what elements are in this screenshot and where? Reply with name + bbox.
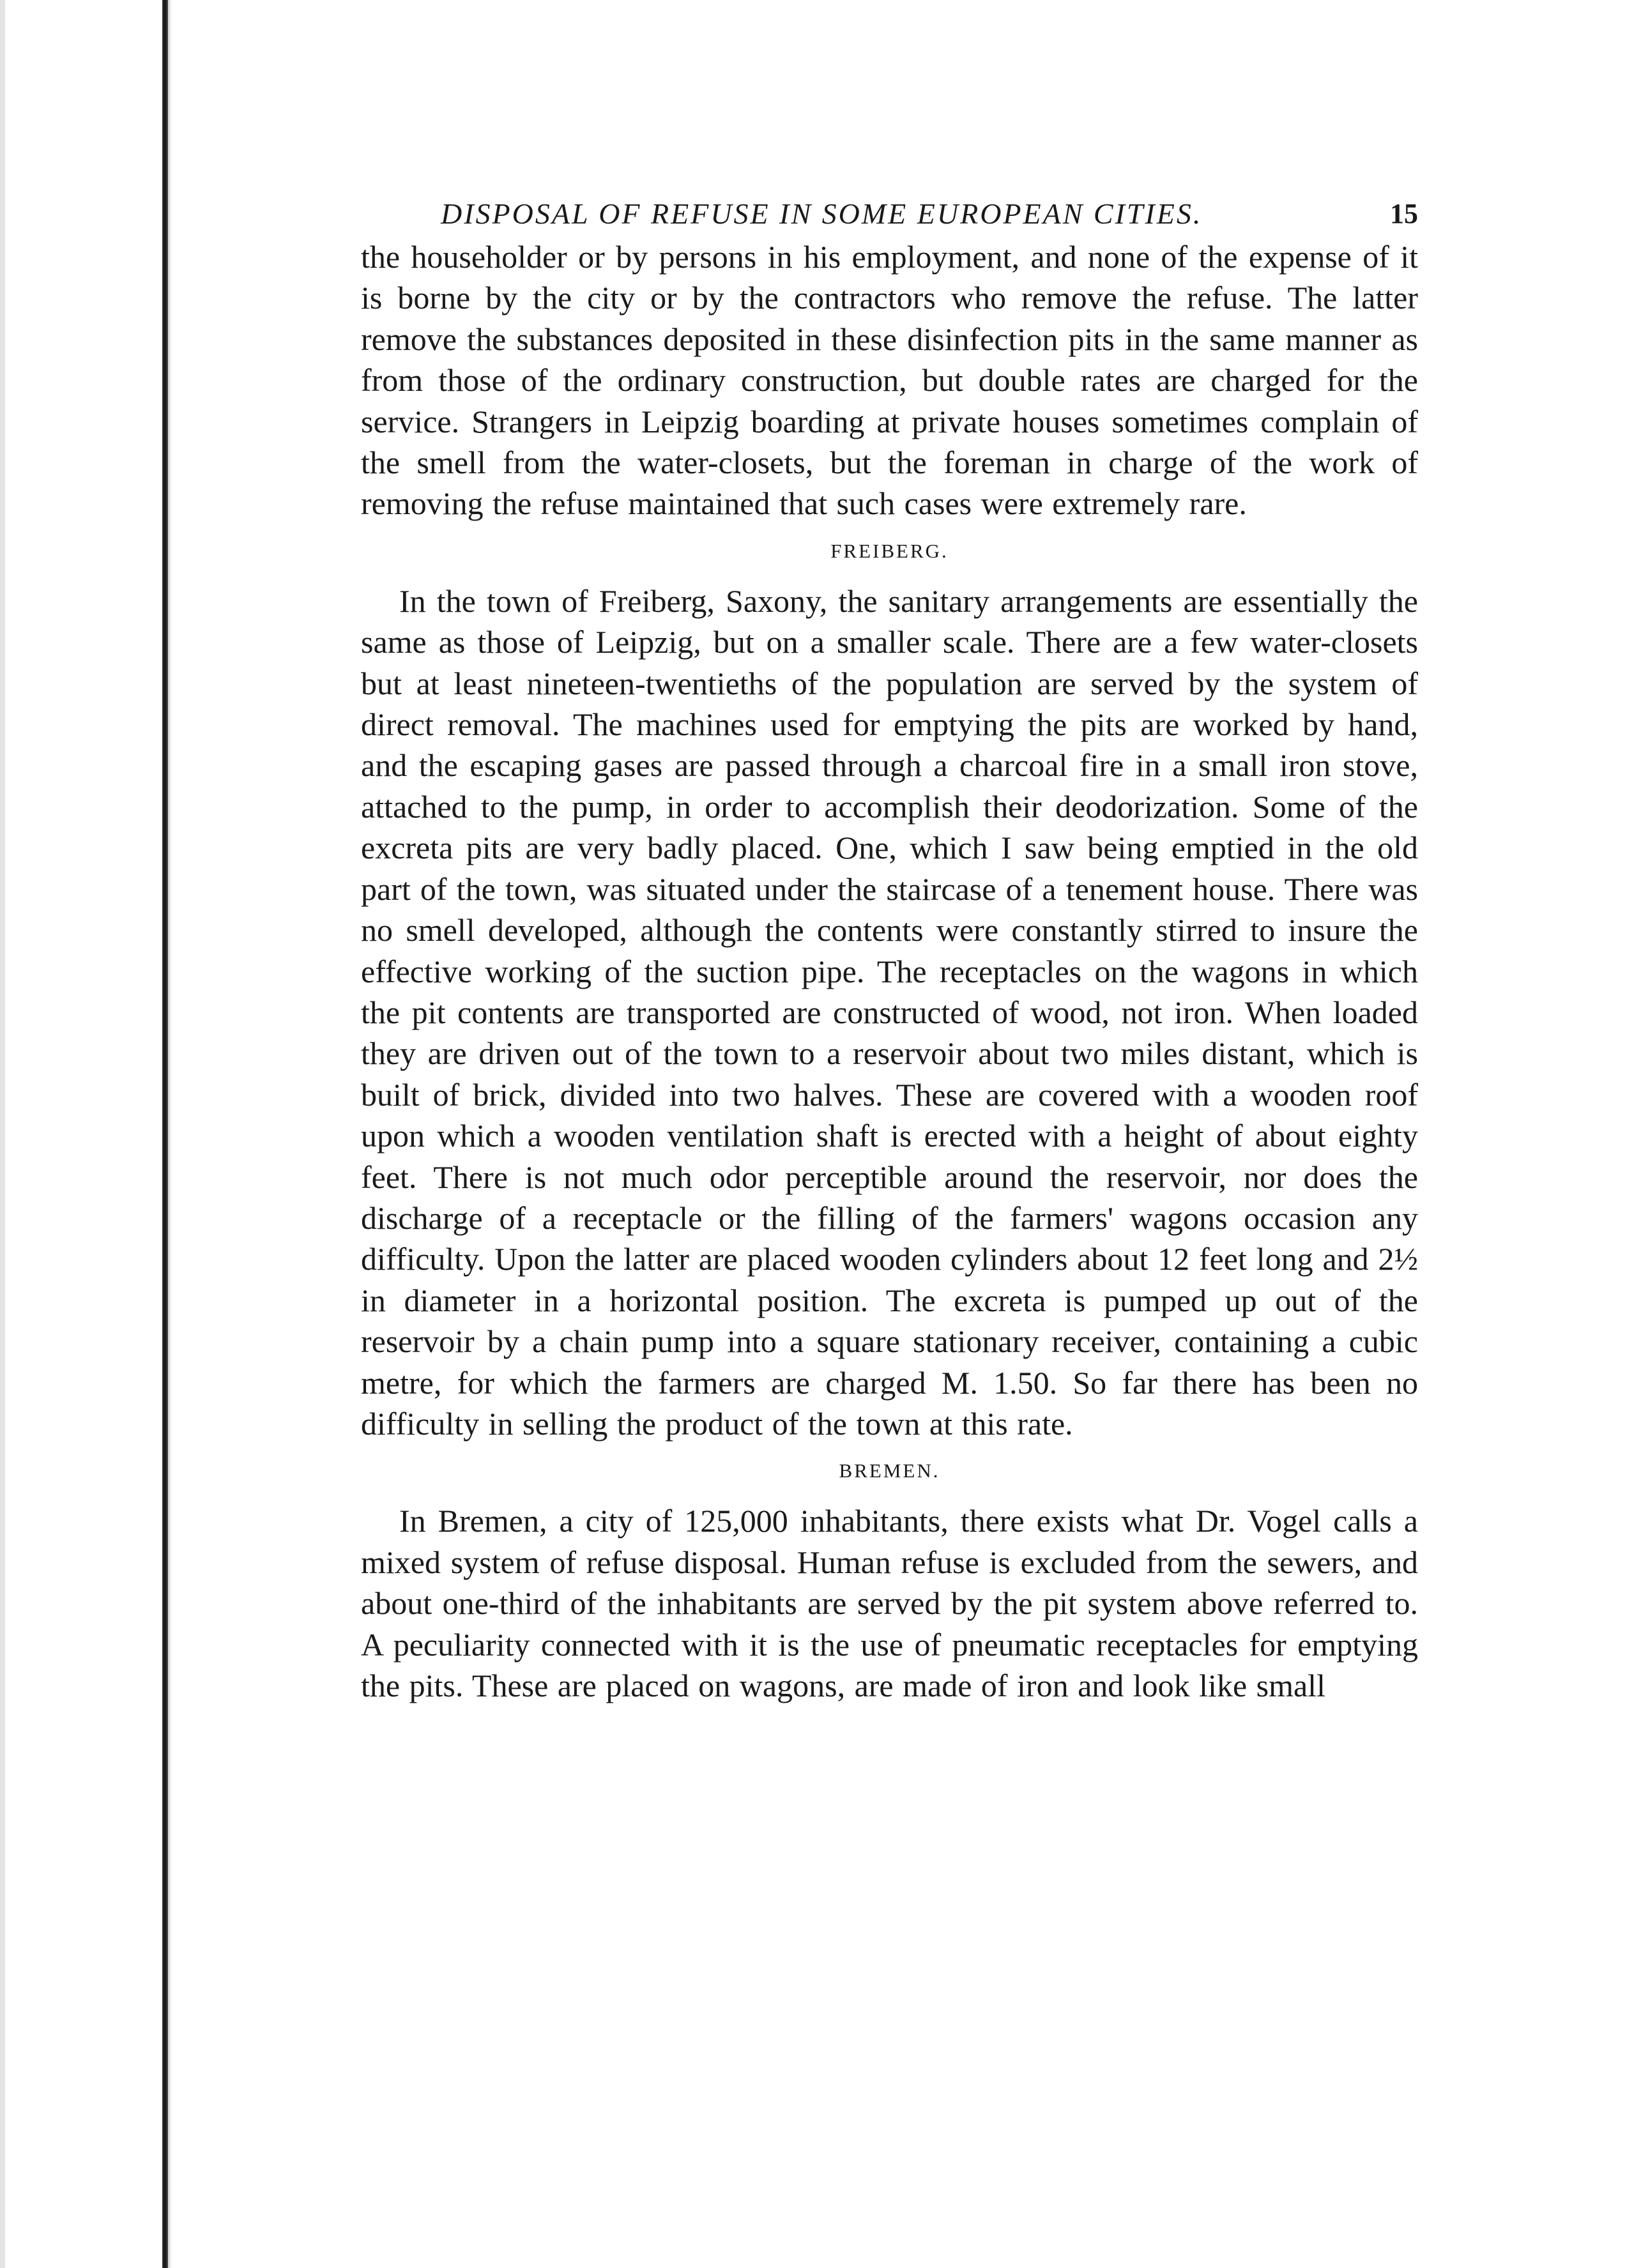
book-binding-edge [162,0,168,2268]
section-heading-bremen: BREMEN. [839,1459,940,1482]
bremen-paragraph: In Bremen, a city of 125,000 inhabitants, there exists what Dr. Vogel calls a mixed system of refuse disposal. Human refuse is excluded from the sewers, and about one-third of the inhabitants are served by the pit system above referred to. A peculiarity connected with it is the use of pneumatic receptacles for emptying the pits. These are placed on wagons, are made of iron and look like small [361,1503,1418,1703]
page-number: 15 [1390,198,1418,229]
book-page [361,192,1418,1706]
continuation-paragraph: the householder or by persons in his employment, and none of the expense of it is borne by the city or by the contractors who remove the refuse. The latter remove the substances deposited in these disinfection pits in the same manner as from those of the ordinary construction, but double rates are charged for the service. Strangers in Leipzig boarding at private houses sometimes complain of the smell from the water-closets, but the foreman in charge of the work of removing the refuse maintained that such cases were extremely rare. [361,239,1418,522]
section-heading-freiberg: FREIBERG. [830,539,949,562]
running-head [361,192,1418,236]
binding-shadow [168,0,172,2268]
scan-edge [0,0,5,2268]
freiberg-paragraph: In the town of Freiberg, Saxony, the sanitary arrangements are essentially the same as those of Leipzig, but on a smaller scale. There are a few water-closets but at least nineteen-twentieths of the population are served by the system of direct removal. The machines used for emptying the pits are worked by hand, and the escaping gases are passed through a charcoal fire in a small iron stove, attached to the pump, in order to accomplish their deodorization. Some of the excreta pits are very badly placed. One, which I saw being emptied in the old part of the town, was situated under the staircase of a tenement house. There was no smell developed, although the contents were constantly stirred to insure the effective working of the suction pipe. The receptacles on the wagons in which the pit contents are transported are constructed of wood, not iron. When loaded they are driven out of the town to a reservoir about two miles distant, which is built of brick, divided into two halves. These are covered with a wooden roof upon which a wooden ventilation shaft is erected with a height of about eighty feet. There is not much odor perceptible around the reservoir, nor does the discharge of a receptacle or the filling of the farmers' wagons occasion any difficulty. Upon the latter are placed wooden cylinders about 12 feet long and 2½ in diameter in a horizontal position. The excreta is pumped up out of the reservoir by a chain pump into a square stationary receiver, containing a cubic metre, for which the farmers are charged M. 1.50. So far there has been no difficulty in selling the product of the town at this rate. [361,582,1418,1442]
running-title: DISPOSAL OF REFUSE IN SOME EUROPEAN CITIES. [441,197,1203,230]
